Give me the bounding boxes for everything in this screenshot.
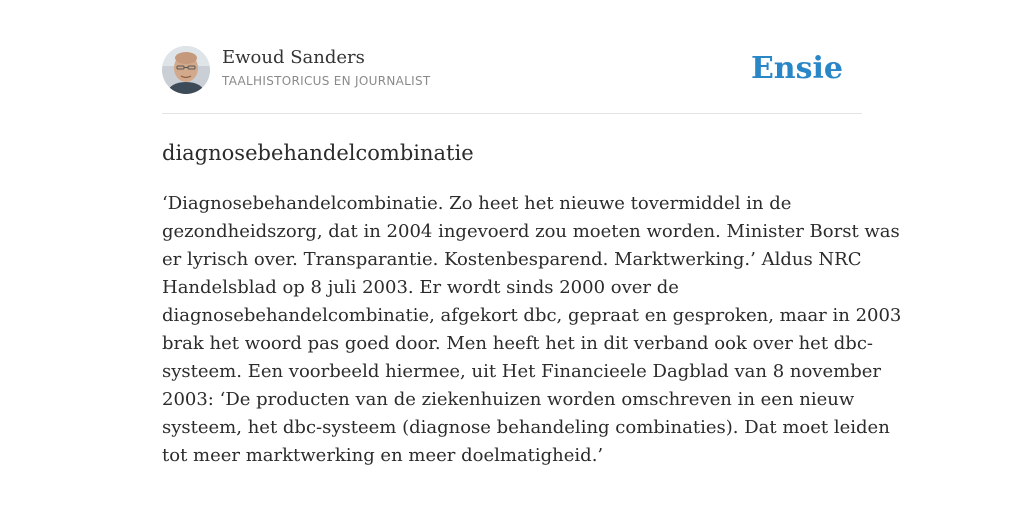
body-line: 2003: ‘De producten van de ziekenhuizen worden omschreven in een nieuw	[162, 389, 855, 410]
body-line: systeem, het dbc-systeem (diagnose behandeling combinaties). Dat moet leiden	[162, 417, 890, 438]
entry-title: diagnosebehandelcombinatie	[162, 141, 474, 165]
body-line: ‘Diagnosebehandelcombinatie. Zo heet het nieuwe tovermiddel in de	[162, 193, 792, 214]
author-role: TAALHISTORICUS EN JOURNALIST	[222, 74, 431, 88]
body-line: gezondheidszorg, dat in 2004 ingevoerd zou moeten worden. Minister Borst was	[162, 221, 900, 242]
avatar-portrait-icon	[162, 46, 210, 94]
author-info	[222, 46, 431, 89]
body-line: tot meer marktwerking en meer doelmatigheid.’	[162, 445, 604, 466]
author-avatar[interactable]	[162, 46, 210, 94]
body-line: er lyrisch over. Transparantie. Kostenbesparend. Marktwerking.’ Aldus NRC	[162, 249, 862, 270]
entry-card	[162, 46, 902, 466]
brand-logo[interactable]: Ensie	[750, 51, 843, 86]
body-line: Handelsblad op 8 juli 2003. Er wordt sinds 2000 over de	[162, 277, 679, 298]
header-divider	[162, 113, 862, 114]
entry-body	[162, 190, 902, 470]
author-header	[162, 46, 862, 96]
body-line: systeem. Een voorbeeld hiermee, uit Het Financieele Dagblad van 8 november	[162, 361, 881, 382]
author-name[interactable]: Ewoud Sanders	[222, 47, 365, 68]
body-line: brak het woord pas goed door. Men heeft het in dit verband ook over het dbc-	[162, 333, 873, 354]
body-line: diagnosebehandelcombinatie, afgekort dbc, gepraat en gesproken, maar in 2003	[162, 305, 902, 326]
